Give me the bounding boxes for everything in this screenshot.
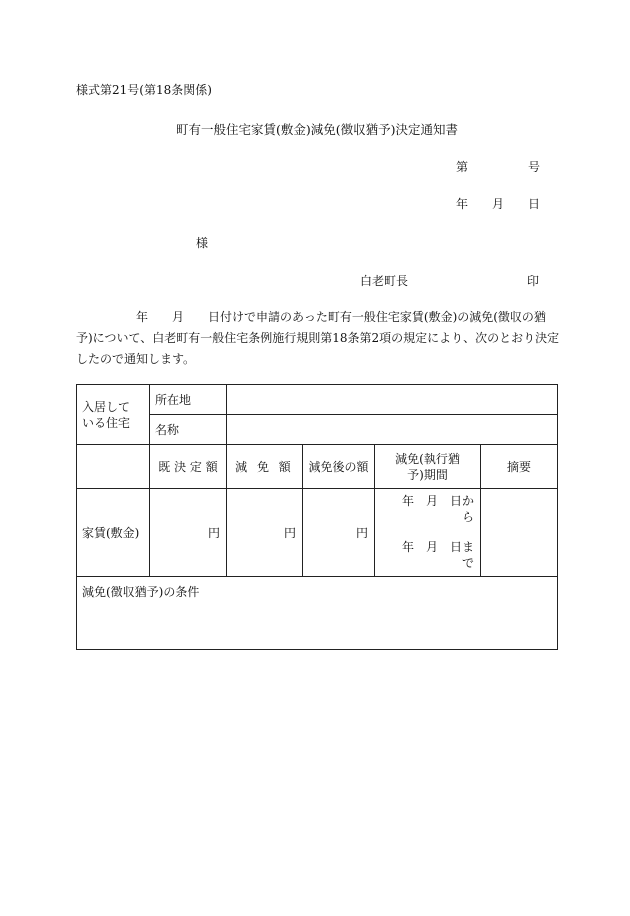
- after-reduction-yen: 円: [303, 489, 375, 577]
- remarks-field[interactable]: [481, 489, 558, 577]
- after-reduction-header: 減免後の額: [303, 445, 375, 489]
- notice-body-line-2: 予)について、白老町有一般住宅条例施行規則第18条第2項の規定により、次のとおり決定: [76, 331, 560, 345]
- name-label: 名称: [150, 415, 227, 445]
- document-number-prefix: 第: [456, 160, 469, 174]
- form-number-label: 様式第21号(第18条関係): [76, 83, 212, 97]
- notice-body-line-1: 年 月 日付けで申請のあった町有一般住宅家賃(敷金)の減免(徴収の猶: [76, 310, 546, 324]
- remarks-header: 摘要: [481, 445, 558, 489]
- date-month-label: 月: [492, 197, 505, 211]
- document-number-suffix: 号: [528, 160, 541, 174]
- existing-amount-header: 既 決 定 額: [150, 445, 227, 489]
- reduction-yen: 円: [227, 489, 303, 577]
- residence-label: 入居している住宅: [77, 385, 150, 445]
- issuer-name: 白老町長: [360, 274, 409, 288]
- document-title: 町有一般住宅家賃(敷金)減免(徴収猶予)決定通知書: [176, 122, 459, 137]
- period-cell: [375, 489, 481, 577]
- header-blank-cell: [77, 445, 150, 489]
- conditions-label: 減免(徴収猶予)の条件: [82, 585, 200, 599]
- reduction-details-table: [76, 384, 558, 650]
- notice-body-line-3: したので通知します。: [76, 352, 196, 366]
- reduction-header: 減 免 額: [227, 445, 303, 489]
- name-field[interactable]: [227, 415, 558, 445]
- period-to: 年 月 日まで: [401, 540, 474, 570]
- date-day-label: 日: [528, 197, 541, 211]
- rent-deposit-label: 家賃(敷金): [77, 489, 150, 577]
- existing-amount-yen: 円: [150, 489, 227, 577]
- seal-mark: 印: [527, 274, 540, 288]
- location-field[interactable]: [227, 385, 558, 415]
- period-from: 年 月 日から: [401, 494, 474, 524]
- location-label: 所在地: [150, 385, 227, 415]
- date-year-label: 年: [456, 197, 469, 211]
- period-header: 減免(執行猶予)期間: [375, 445, 481, 489]
- conditions-field[interactable]: [77, 577, 558, 650]
- notice-body: [76, 307, 560, 370]
- addressee-honorific: 様: [196, 236, 209, 250]
